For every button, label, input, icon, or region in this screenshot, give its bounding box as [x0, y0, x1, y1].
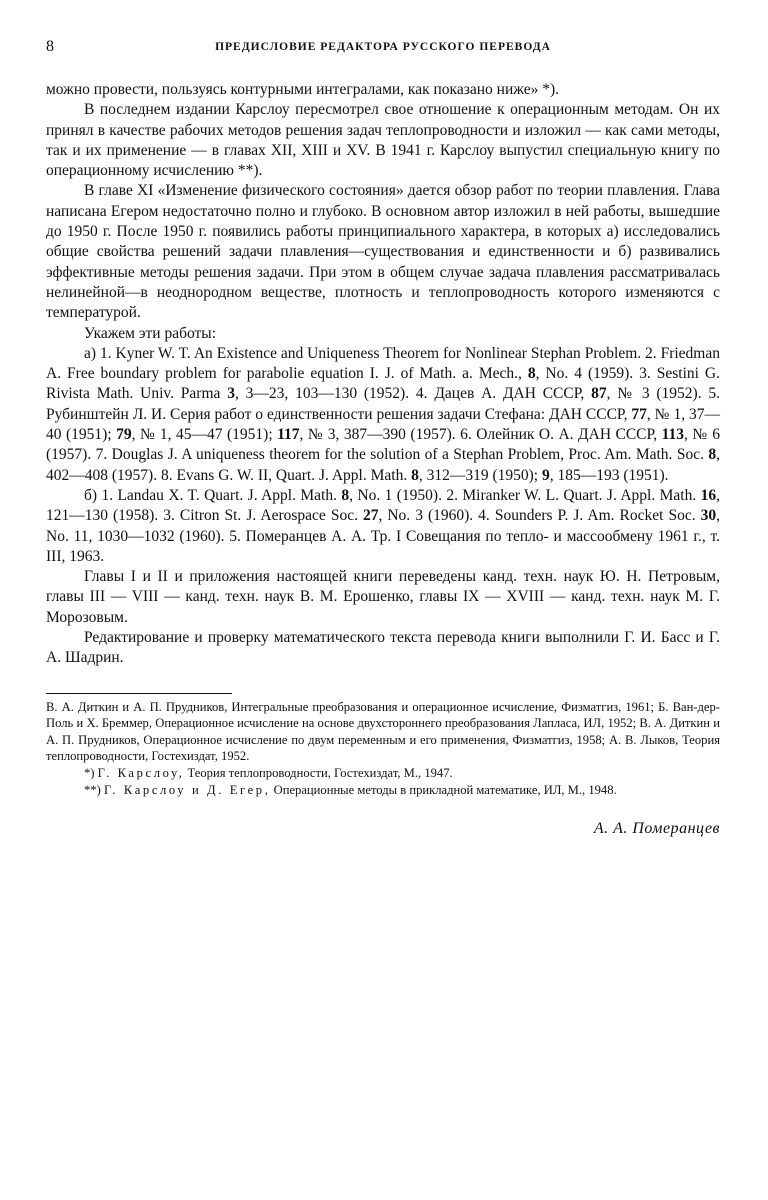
- footnote-1: *) Г. Карслоу, Теория теплопроводности, Гостехиздат, М., 1947.: [84, 765, 453, 780]
- footnotes: [46, 699, 720, 799]
- paragraph-continuation: можно провести, пользуясь контурными интегралами, как показано ниже» *).: [46, 81, 560, 98]
- paragraph-list-intro: Укажем эти работы:: [84, 324, 217, 342]
- references-a: а) 1. Kyner W. T. An Existence and Uniqueness Theorem for Nonlinear Stephan Problem. 2. Friedman A. Free boundary problem for parabolie equation I. J. of Math. a. Mech., 8, No. 4 (1959). 3. Sestini G. Rivista Math. Univ. Parma 3, 3—23, 103—130 (1952). 4. Дацев А. ДАН СССР, 87, № 3 (1952). 5. Рубинштейн Л. И. Серия работ о единственности решения задачи Стефана: ДАН СССР, 77, № 1, 37—40 (1951); 79, № 1, 45—47 (1951); 117, № 3, 387—390 (1957). 6. Олейник О. А. ДАН СССР, 113, № 6 (1957). 7. Douglas J. A uniqueness theorem for the solution of a Stephan Problem, Proc. Am. Math. Soc. 8, 402—408 (1957). 8. Evans G. W. II, Quart. J. Appl. Math. 8, 312—319 (1950); 9, 185—193 (1951).: [46, 344, 721, 484]
- main-text: [46, 80, 720, 669]
- references-b: б) 1. Landau X. T. Quart. J. Appl. Math. 8, No. 1 (1950). 2. Miranker W. L. Quart. J. Appl. Math. 16, 121—130 (1958). 3. Citron St. J. Aerospace Soc. 27, No. 3 (1960). 4. Sounders P. J. Am. Rocket Soc. 30, No. 11, 1030—1032 (1960). 5. Померанцев А. А. Тр. I Совещания по тепло- и массообмену 1961 г., т. III, 1963.: [46, 486, 720, 565]
- paragraph-carslaw-operational: В последнем издании Карслоу пересмотрел свое отношение к операционным методам. Он их принял в качестве рабочих методов решения задач теплопроводности и изложил — как сами методы, так и их применение — в главах XII, XIII и XV. В 1941 г. Карслоу выпустил специальную книгу по операционному исчислению **).: [46, 101, 720, 180]
- footnote-divider: [46, 693, 232, 694]
- paragraph-editors: Редактирование и проверку математического текста перевода книги выполнили Г. И. Басс и Г. А. Шадрин.: [46, 629, 720, 667]
- page-number: 8: [46, 38, 54, 55]
- paragraph-translators: Главы I и II и приложения настоящей книги переведены канд. техн. наук Ю. Н. Петровым, главы III — VIII — канд. техн. наук В. М. Ерошенко, главы IX — XVIII — канд. техн. наук М. Г. Морозовым.: [46, 568, 720, 626]
- page-header: [46, 36, 720, 62]
- page: [46, 36, 720, 838]
- footnote-continuation: В. А. Диткин и А. П. Прудников, Интегральные преобразования и операционное исчисление, Физматгиз, 1961; Б. Ван-дер-Поль и Х. Бреммер, Операционное исчисление на основе двухстороннего преобразования Лапласа, ИЛ, 1952; В. А. Диткин и А. П. Прудников, Операционное исчисление по двум переменным и его применения, Физматгиз, 1958; А. В. Лыков, Теория теплопроводности, Гостехиздат, 1952.: [46, 699, 720, 764]
- footnote-2: **) Г. Карслоу и Д. Егер, Операционные методы в прикладной математике, ИЛ, М., 1948.: [84, 782, 617, 797]
- paragraph-chapter-xi: В главе XI «Изменение физического состояния» дается обзор работ по теории плавления. Глава написана Егером недостаточно полно и глубоко. В основном автор изложил в ней работы, вышедшие до 1950 г. После 1950 г. появились работы принципиального характера, в которых а) исследовались общие свойства решений задачи плавления—существования и единственности и б) развивались эффективные методы решения задачи. При этом в общем случае задача плавления рассматривалась нелинейной—в неоднородном веществе, плотность и теплопроводность которого изменяются с температурой.: [46, 182, 720, 322]
- signature: А. А. Померанцев: [593, 820, 720, 838]
- running-head: ПРЕДИСЛОВИЕ РЕДАКТОРА РУССКОГО ПЕРЕВОДА: [215, 41, 551, 53]
